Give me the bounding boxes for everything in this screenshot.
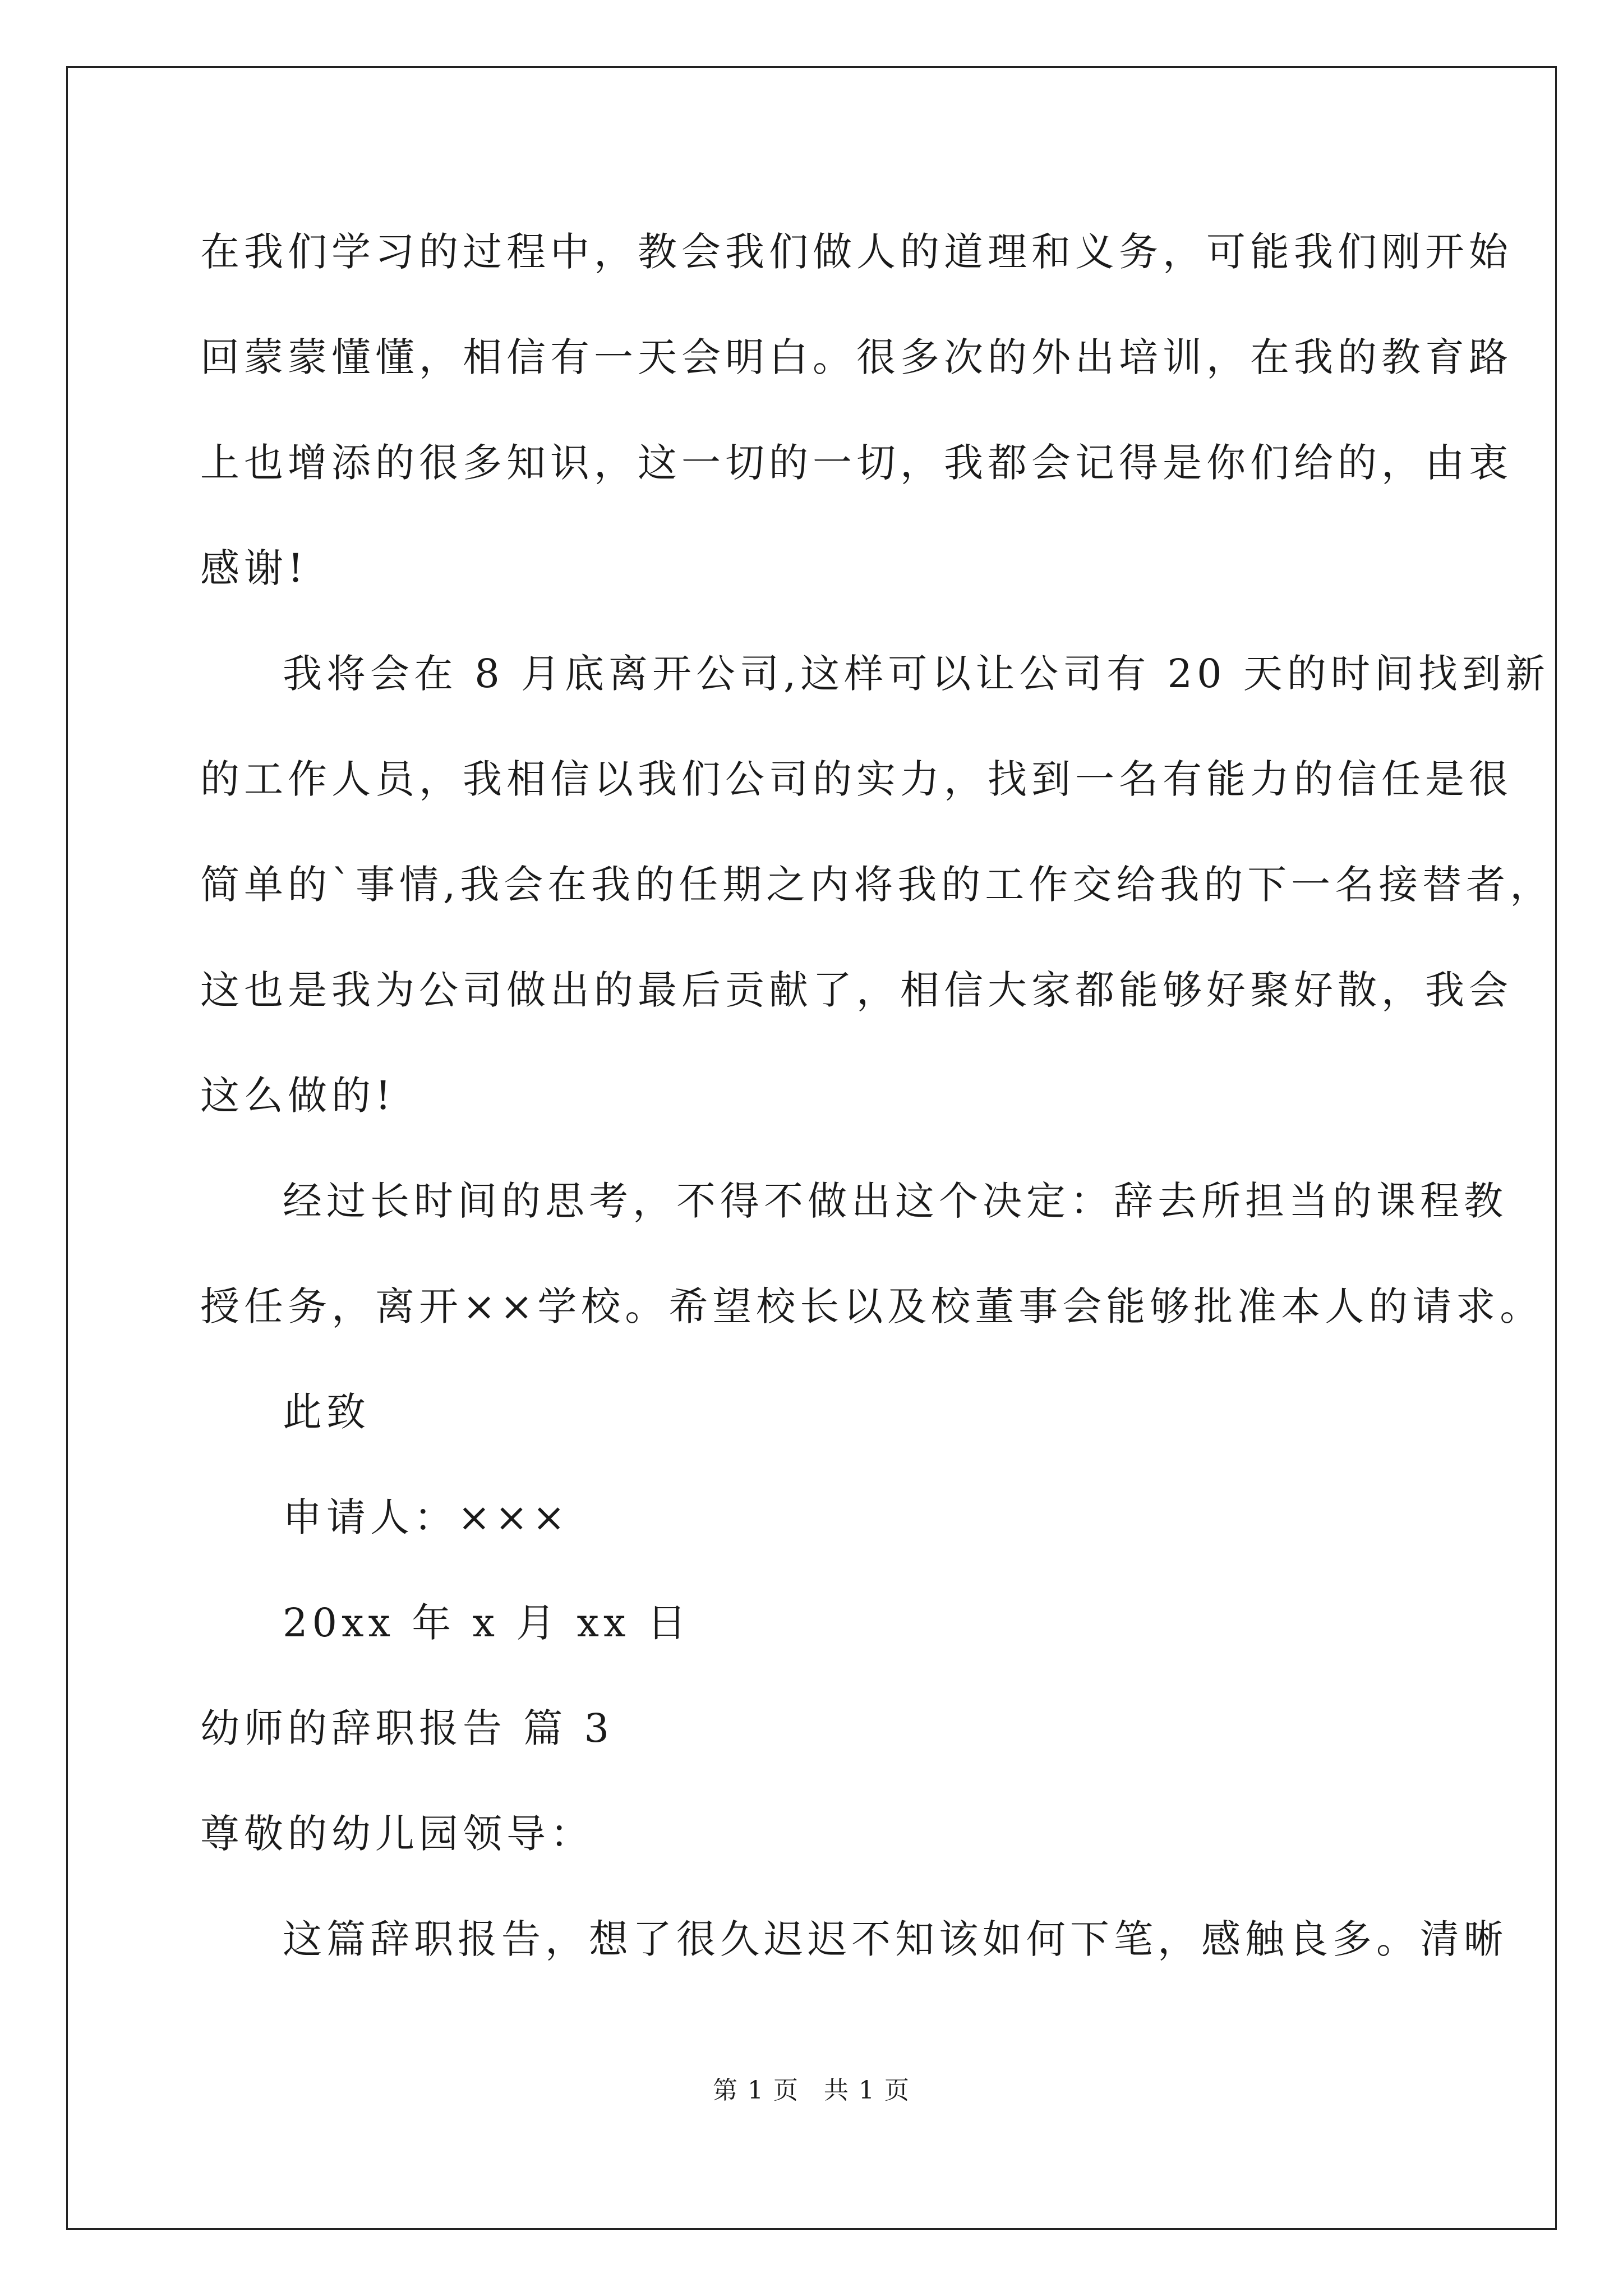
- page-number: 第 1 页: [713, 2076, 799, 2105]
- paragraph-start-line: 经过长时间的思考，不得不做出这个决定：辞去所担当的课程教: [283, 1178, 1507, 1224]
- text-line: 这么做的!: [200, 1073, 396, 1119]
- text-line: 上也增添的很多知识，这一切的一切，我都会记得是你们给的，由衷: [200, 440, 1513, 486]
- section-heading: 幼师的辞职报告 篇 3: [200, 1705, 614, 1751]
- page-total: 共 1 页: [824, 2076, 910, 2105]
- applicant-signature: 申请人：×××: [283, 1494, 570, 1540]
- date-line: 20xx 年 x 月 xx 日: [283, 1600, 691, 1646]
- text-line: 简单的`事情,我会在我的任期之内将我的工作交给我的下一名接替者，: [200, 862, 1554, 908]
- greeting-line: 尊敬的幼儿园领导：: [200, 1811, 594, 1857]
- document-body: [200, 216, 1554, 2009]
- text-line: 在我们学习的过程中，教会我们做人的道理和义务，可能我们刚开始: [200, 229, 1513, 275]
- page-footer: [0, 2070, 1623, 2106]
- text-line: 感谢!: [200, 545, 308, 591]
- text-line: 的工作人员，我相信以我们公司的实力，找到一名有能力的信任是很: [200, 756, 1513, 802]
- text-line: 回蒙蒙懂懂，相信有一天会明白。很多次的外出培训，在我的教育路: [200, 334, 1513, 380]
- text-line: 这也是我为公司做出的最后贡献了，相信大家都能够好聚好散，我会: [200, 967, 1513, 1013]
- paragraph-start-line: 这篇辞职报告，想了很久迟迟不知该如何下笔，感触良多。清晰: [283, 1916, 1507, 1962]
- paragraph-start-line: 我将会在 8 月底离开公司,这样可以让公司有 20 天的时间找到新: [283, 651, 1550, 697]
- closing-salutation: 此致: [283, 1389, 370, 1435]
- text-line: 授任务，离开××学校。希望校长以及校董事会能够批准本人的请求。: [200, 1283, 1544, 1329]
